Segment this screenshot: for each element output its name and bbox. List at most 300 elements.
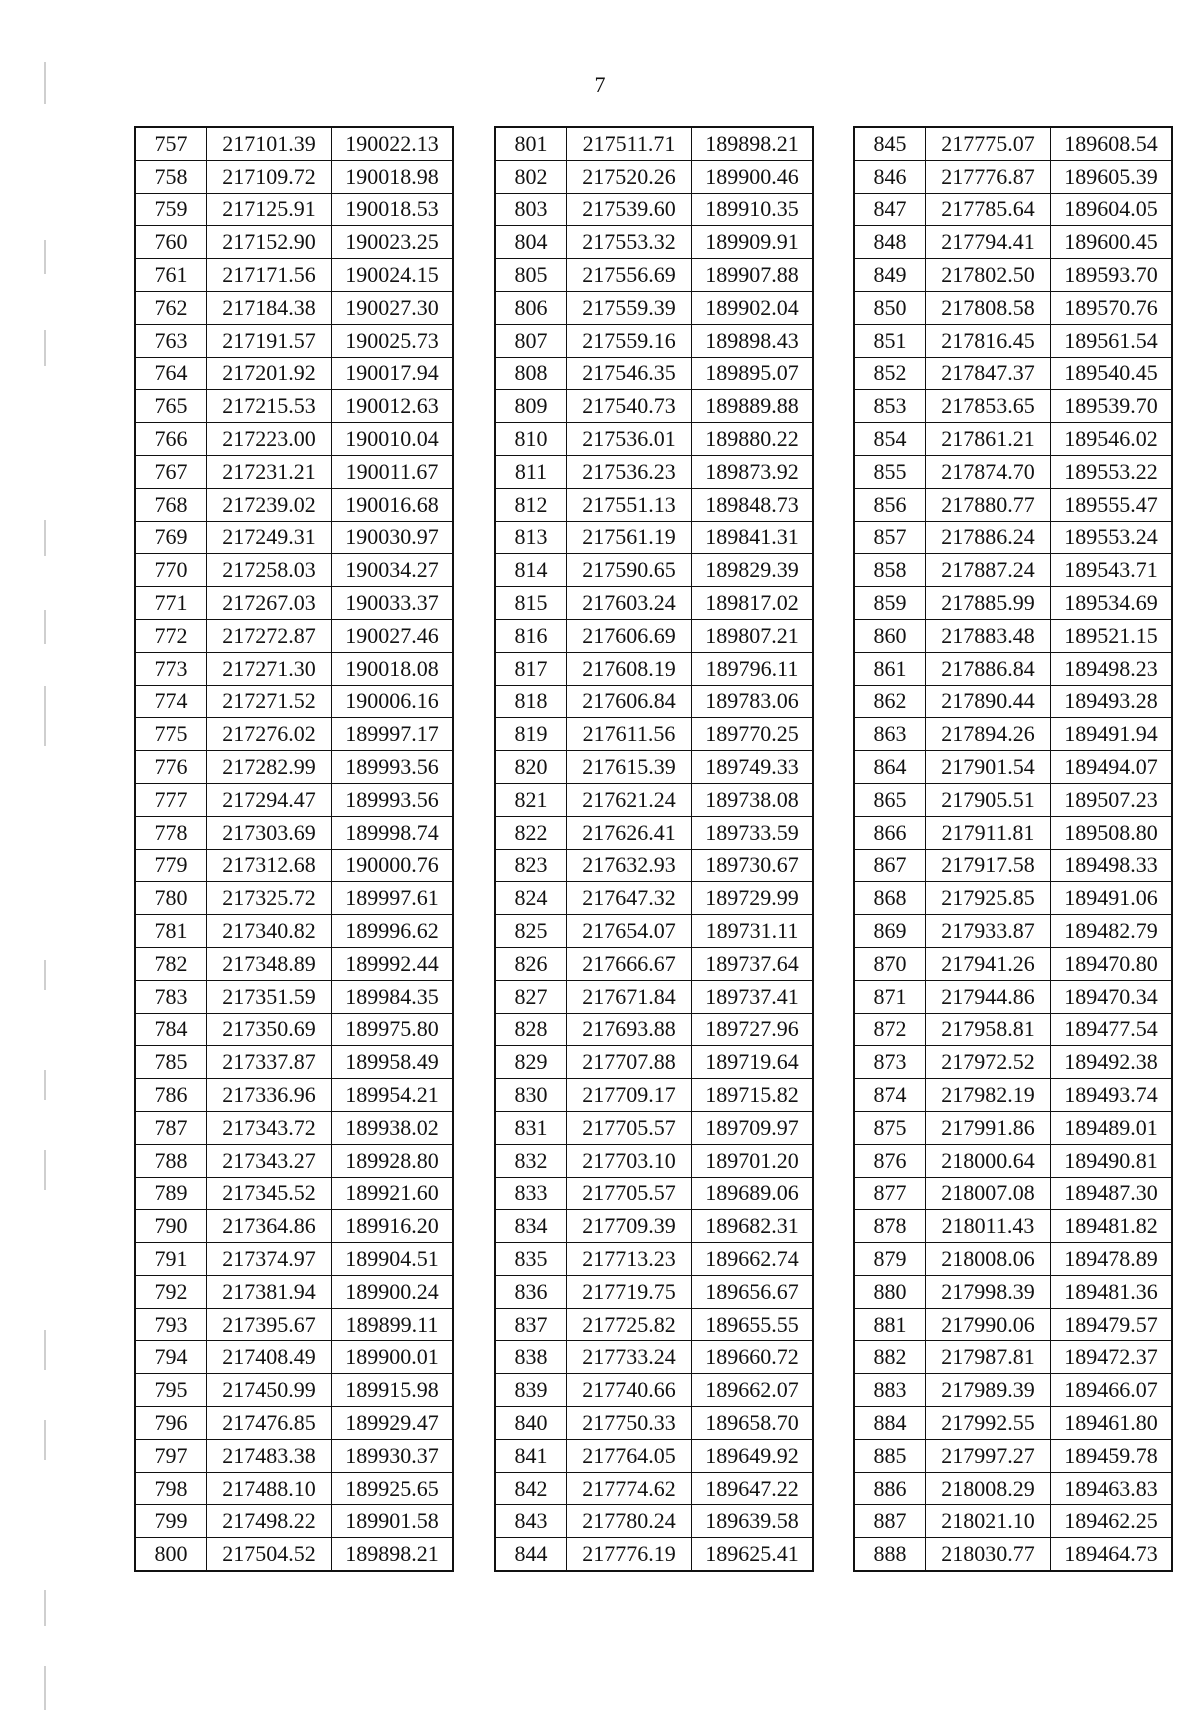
y-coordinate-cell: 189900.46: [692, 160, 814, 193]
x-coordinate-cell: 217709.17: [567, 1079, 692, 1112]
y-coordinate-cell: 189898.43: [692, 324, 814, 357]
point-number-cell: 801: [495, 127, 567, 160]
x-coordinate-cell: 217540.73: [567, 390, 692, 423]
x-coordinate-cell: 217395.67: [207, 1308, 332, 1341]
point-number-cell: 786: [135, 1079, 207, 1112]
table-row: [854, 1144, 1172, 1177]
scan-artifact-line: [44, 1330, 46, 1370]
point-number-cell: 834: [495, 1210, 567, 1243]
y-coordinate-cell: 189715.82: [692, 1079, 814, 1112]
scan-artifact-line: [44, 1420, 46, 1460]
table-row: [135, 783, 453, 816]
table-row: [495, 783, 813, 816]
table-row: [495, 1079, 813, 1112]
table-row: [495, 1111, 813, 1144]
table-row: [135, 1308, 453, 1341]
point-number-cell: 864: [854, 751, 926, 784]
y-coordinate-cell: 189901.58: [332, 1505, 454, 1538]
table-row: [135, 882, 453, 915]
y-coordinate-cell: 189848.73: [692, 488, 814, 521]
table-row: [495, 652, 813, 685]
point-number-cell: 770: [135, 554, 207, 587]
point-number-cell: 852: [854, 357, 926, 390]
point-number-cell: 878: [854, 1210, 926, 1243]
table-row: [135, 324, 453, 357]
x-coordinate-cell: 217647.32: [567, 882, 692, 915]
point-number-cell: 860: [854, 619, 926, 652]
scan-artifact-line: [44, 520, 46, 556]
x-coordinate-cell: 217917.58: [926, 849, 1051, 882]
y-coordinate-cell: 189889.88: [692, 390, 814, 423]
x-coordinate-cell: 217348.89: [207, 947, 332, 980]
x-coordinate-cell: 217880.77: [926, 488, 1051, 521]
x-coordinate-cell: 217267.03: [207, 587, 332, 620]
x-coordinate-cell: 217498.22: [207, 1505, 332, 1538]
point-number-cell: 784: [135, 1013, 207, 1046]
table-row: [495, 160, 813, 193]
point-number-cell: 865: [854, 783, 926, 816]
point-number-cell: 888: [854, 1538, 926, 1571]
point-number-cell: 854: [854, 423, 926, 456]
y-coordinate-cell: 189494.07: [1051, 751, 1173, 784]
x-coordinate-cell: 218000.64: [926, 1144, 1051, 1177]
y-coordinate-cell: 189929.47: [332, 1407, 454, 1440]
coordinate-table: [494, 126, 814, 1572]
point-number-cell: 773: [135, 652, 207, 685]
point-number-cell: 856: [854, 488, 926, 521]
point-number-cell: 884: [854, 1407, 926, 1440]
table-row: [495, 718, 813, 751]
table-row: [135, 357, 453, 390]
x-coordinate-cell: 217539.60: [567, 193, 692, 226]
y-coordinate-cell: 190022.13: [332, 127, 454, 160]
y-coordinate-cell: 190024.15: [332, 259, 454, 292]
x-coordinate-cell: 217991.86: [926, 1111, 1051, 1144]
x-coordinate-cell: 217709.39: [567, 1210, 692, 1243]
y-coordinate-cell: 189464.73: [1051, 1538, 1173, 1571]
table-row: [135, 718, 453, 751]
y-coordinate-cell: 189829.39: [692, 554, 814, 587]
x-coordinate-cell: 217271.52: [207, 685, 332, 718]
x-coordinate-cell: 217101.39: [207, 127, 332, 160]
point-number-cell: 761: [135, 259, 207, 292]
point-number-cell: 791: [135, 1243, 207, 1276]
point-number-cell: 775: [135, 718, 207, 751]
x-coordinate-cell: 217476.85: [207, 1407, 332, 1440]
y-coordinate-cell: 189553.24: [1051, 521, 1173, 554]
y-coordinate-cell: 189647.22: [692, 1472, 814, 1505]
y-coordinate-cell: 190027.30: [332, 291, 454, 324]
table-row: [495, 291, 813, 324]
x-coordinate-cell: 217890.44: [926, 685, 1051, 718]
point-number-cell: 840: [495, 1407, 567, 1440]
x-coordinate-cell: 217559.16: [567, 324, 692, 357]
y-coordinate-cell: 189492.38: [1051, 1046, 1173, 1079]
coordinate-table: [134, 126, 454, 1572]
point-number-cell: 765: [135, 390, 207, 423]
point-number-cell: 817: [495, 652, 567, 685]
point-number-cell: 795: [135, 1374, 207, 1407]
y-coordinate-cell: 189490.81: [1051, 1144, 1173, 1177]
point-number-cell: 762: [135, 291, 207, 324]
y-coordinate-cell: 189709.97: [692, 1111, 814, 1144]
table-row: [135, 1111, 453, 1144]
point-number-cell: 876: [854, 1144, 926, 1177]
x-coordinate-cell: 217802.50: [926, 259, 1051, 292]
y-coordinate-cell: 189625.41: [692, 1538, 814, 1571]
point-number-cell: 881: [854, 1308, 926, 1341]
table-row: [854, 718, 1172, 751]
point-number-cell: 792: [135, 1275, 207, 1308]
y-coordinate-cell: 189900.24: [332, 1275, 454, 1308]
point-number-cell: 807: [495, 324, 567, 357]
table-row: [495, 947, 813, 980]
y-coordinate-cell: 189737.64: [692, 947, 814, 980]
point-number-cell: 778: [135, 816, 207, 849]
point-number-cell: 887: [854, 1505, 926, 1538]
x-coordinate-cell: 217998.39: [926, 1275, 1051, 1308]
table-row: [135, 1243, 453, 1276]
point-number-cell: 825: [495, 915, 567, 948]
point-number-cell: 875: [854, 1111, 926, 1144]
x-coordinate-cell: 217546.35: [567, 357, 692, 390]
x-coordinate-cell: 217764.05: [567, 1439, 692, 1472]
table-row: [495, 324, 813, 357]
point-number-cell: 790: [135, 1210, 207, 1243]
point-number-cell: 806: [495, 291, 567, 324]
table-row: [135, 849, 453, 882]
x-coordinate-cell: 217239.02: [207, 488, 332, 521]
y-coordinate-cell: 189662.74: [692, 1243, 814, 1276]
x-coordinate-cell: 217775.07: [926, 127, 1051, 160]
point-number-cell: 872: [854, 1013, 926, 1046]
x-coordinate-cell: 218011.43: [926, 1210, 1051, 1243]
x-coordinate-cell: 217887.24: [926, 554, 1051, 587]
x-coordinate-cell: 217666.67: [567, 947, 692, 980]
point-number-cell: 886: [854, 1472, 926, 1505]
y-coordinate-cell: 189561.54: [1051, 324, 1173, 357]
point-number-cell: 822: [495, 816, 567, 849]
point-number-cell: 851: [854, 324, 926, 357]
table-row: [854, 587, 1172, 620]
y-coordinate-cell: 189873.92: [692, 455, 814, 488]
x-coordinate-cell: 217488.10: [207, 1472, 332, 1505]
x-coordinate-cell: 217258.03: [207, 554, 332, 587]
table-row: [854, 882, 1172, 915]
table-row: [854, 160, 1172, 193]
y-coordinate-cell: 190017.94: [332, 357, 454, 390]
x-coordinate-cell: 217374.97: [207, 1243, 332, 1276]
point-number-cell: 879: [854, 1243, 926, 1276]
y-coordinate-cell: 189639.58: [692, 1505, 814, 1538]
y-coordinate-cell: 189553.22: [1051, 455, 1173, 488]
point-number-cell: 813: [495, 521, 567, 554]
y-coordinate-cell: 189737.41: [692, 980, 814, 1013]
x-coordinate-cell: 217776.19: [567, 1538, 692, 1571]
x-coordinate-cell: 217853.65: [926, 390, 1051, 423]
table-row: [495, 357, 813, 390]
x-coordinate-cell: 217590.65: [567, 554, 692, 587]
point-number-cell: 836: [495, 1275, 567, 1308]
y-coordinate-cell: 189984.35: [332, 980, 454, 1013]
point-number-cell: 766: [135, 423, 207, 456]
point-number-cell: 861: [854, 652, 926, 685]
point-number-cell: 867: [854, 849, 926, 882]
x-coordinate-cell: 217905.51: [926, 783, 1051, 816]
y-coordinate-cell: 189910.35: [692, 193, 814, 226]
point-number-cell: 810: [495, 423, 567, 456]
point-number-cell: 873: [854, 1046, 926, 1079]
point-number-cell: 769: [135, 521, 207, 554]
y-coordinate-cell: 190023.25: [332, 226, 454, 259]
point-number-cell: 838: [495, 1341, 567, 1374]
x-coordinate-cell: 218007.08: [926, 1177, 1051, 1210]
y-coordinate-cell: 189731.11: [692, 915, 814, 948]
y-coordinate-cell: 189555.47: [1051, 488, 1173, 521]
y-coordinate-cell: 189733.59: [692, 816, 814, 849]
point-number-cell: 831: [495, 1111, 567, 1144]
x-coordinate-cell: 217337.87: [207, 1046, 332, 1079]
y-coordinate-cell: 189689.06: [692, 1177, 814, 1210]
x-coordinate-cell: 217536.01: [567, 423, 692, 456]
point-number-cell: 800: [135, 1538, 207, 1571]
y-coordinate-cell: 189928.80: [332, 1144, 454, 1177]
table-row: [495, 1439, 813, 1472]
table-row: [854, 554, 1172, 587]
table-row: [495, 1374, 813, 1407]
point-number-cell: 880: [854, 1275, 926, 1308]
x-coordinate-cell: 217381.94: [207, 1275, 332, 1308]
x-coordinate-cell: 217776.87: [926, 160, 1051, 193]
table-row: [135, 685, 453, 718]
point-number-cell: 842: [495, 1472, 567, 1505]
scan-artifact-line: [44, 960, 46, 990]
x-coordinate-cell: 217654.07: [567, 915, 692, 948]
point-number-cell: 883: [854, 1374, 926, 1407]
point-number-cell: 868: [854, 882, 926, 915]
table-row: [495, 521, 813, 554]
x-coordinate-cell: 217874.70: [926, 455, 1051, 488]
scan-artifact-line: [44, 610, 46, 644]
x-coordinate-cell: 217551.13: [567, 488, 692, 521]
table-row: [135, 455, 453, 488]
x-coordinate-cell: 217626.41: [567, 816, 692, 849]
point-number-cell: 772: [135, 619, 207, 652]
table-row: [135, 423, 453, 456]
table-row: [854, 980, 1172, 1013]
x-coordinate-cell: 217808.58: [926, 291, 1051, 324]
table-row: [495, 1341, 813, 1374]
x-coordinate-cell: 217785.64: [926, 193, 1051, 226]
table-row: [854, 1505, 1172, 1538]
point-number-cell: 874: [854, 1079, 926, 1112]
y-coordinate-cell: 189487.30: [1051, 1177, 1173, 1210]
y-coordinate-cell: 189470.80: [1051, 947, 1173, 980]
x-coordinate-cell: 217725.82: [567, 1308, 692, 1341]
table-row: [135, 751, 453, 784]
x-coordinate-cell: 217215.53: [207, 390, 332, 423]
x-coordinate-cell: 217520.26: [567, 160, 692, 193]
point-number-cell: 759: [135, 193, 207, 226]
y-coordinate-cell: 189938.02: [332, 1111, 454, 1144]
y-coordinate-cell: 189662.07: [692, 1374, 814, 1407]
y-coordinate-cell: 189658.70: [692, 1407, 814, 1440]
table-row: [135, 915, 453, 948]
y-coordinate-cell: 189701.20: [692, 1144, 814, 1177]
y-coordinate-cell: 189770.25: [692, 718, 814, 751]
x-coordinate-cell: 217707.88: [567, 1046, 692, 1079]
table-row: [495, 1243, 813, 1276]
table-row: [495, 423, 813, 456]
x-coordinate-cell: 217606.69: [567, 619, 692, 652]
point-number-cell: 846: [854, 160, 926, 193]
point-number-cell: 818: [495, 685, 567, 718]
x-coordinate-cell: 217343.72: [207, 1111, 332, 1144]
table-row: [135, 1079, 453, 1112]
point-number-cell: 802: [495, 160, 567, 193]
table-row: [135, 1341, 453, 1374]
table-row: [854, 1243, 1172, 1276]
x-coordinate-cell: 217886.84: [926, 652, 1051, 685]
table-row: [495, 127, 813, 160]
y-coordinate-cell: 189543.71: [1051, 554, 1173, 587]
point-number-cell: 758: [135, 160, 207, 193]
y-coordinate-cell: 190018.53: [332, 193, 454, 226]
scan-artifact-line: [44, 686, 46, 746]
point-number-cell: 821: [495, 783, 567, 816]
y-coordinate-cell: 189930.37: [332, 1439, 454, 1472]
x-coordinate-cell: 217271.30: [207, 652, 332, 685]
x-coordinate-cell: 217621.24: [567, 783, 692, 816]
y-coordinate-cell: 189997.61: [332, 882, 454, 915]
y-coordinate-cell: 189975.80: [332, 1013, 454, 1046]
x-coordinate-cell: 217719.75: [567, 1275, 692, 1308]
y-coordinate-cell: 190018.98: [332, 160, 454, 193]
y-coordinate-cell: 189608.54: [1051, 127, 1173, 160]
table-row: [854, 849, 1172, 882]
y-coordinate-cell: 189489.01: [1051, 1111, 1173, 1144]
x-coordinate-cell: 217933.87: [926, 915, 1051, 948]
y-coordinate-cell: 189459.78: [1051, 1439, 1173, 1472]
table-row: [854, 1374, 1172, 1407]
table-row: [854, 521, 1172, 554]
x-coordinate-cell: 217816.45: [926, 324, 1051, 357]
x-coordinate-cell: 217343.27: [207, 1144, 332, 1177]
table-row: [495, 816, 813, 849]
y-coordinate-cell: 190033.37: [332, 587, 454, 620]
table-row: [495, 1407, 813, 1440]
point-number-cell: 788: [135, 1144, 207, 1177]
x-coordinate-cell: 217705.57: [567, 1177, 692, 1210]
table-row: [135, 554, 453, 587]
x-coordinate-cell: 218021.10: [926, 1505, 1051, 1538]
x-coordinate-cell: 217774.62: [567, 1472, 692, 1505]
point-number-cell: 771: [135, 587, 207, 620]
x-coordinate-cell: 217201.92: [207, 357, 332, 390]
table-row: [854, 226, 1172, 259]
table-row: [495, 1046, 813, 1079]
y-coordinate-cell: 189493.74: [1051, 1079, 1173, 1112]
point-number-cell: 767: [135, 455, 207, 488]
table-row: [135, 390, 453, 423]
page-number: 7: [594, 72, 606, 97]
y-coordinate-cell: 189682.31: [692, 1210, 814, 1243]
table-row: [135, 1013, 453, 1046]
table-row: [135, 127, 453, 160]
table-row: [135, 1505, 453, 1538]
x-coordinate-cell: 217553.32: [567, 226, 692, 259]
point-number-cell: 858: [854, 554, 926, 587]
y-coordinate-cell: 189921.60: [332, 1177, 454, 1210]
y-coordinate-cell: 189909.91: [692, 226, 814, 259]
table-row: [854, 1111, 1172, 1144]
table-row: [135, 1407, 453, 1440]
table-row: [495, 1538, 813, 1571]
y-coordinate-cell: 189719.64: [692, 1046, 814, 1079]
x-coordinate-cell: 217847.37: [926, 357, 1051, 390]
table-row: [135, 652, 453, 685]
table-row: [495, 1275, 813, 1308]
table-row: [854, 619, 1172, 652]
x-coordinate-cell: 217223.00: [207, 423, 332, 456]
x-coordinate-cell: 217184.38: [207, 291, 332, 324]
table-row: [495, 1144, 813, 1177]
x-coordinate-cell: 217861.21: [926, 423, 1051, 456]
x-coordinate-cell: 217713.23: [567, 1243, 692, 1276]
table-row: [495, 488, 813, 521]
y-coordinate-cell: 189898.21: [332, 1538, 454, 1571]
table-row: [854, 291, 1172, 324]
x-coordinate-cell: 217911.81: [926, 816, 1051, 849]
x-coordinate-cell: 217350.69: [207, 1013, 332, 1046]
table-row: [495, 226, 813, 259]
point-number-cell: 837: [495, 1308, 567, 1341]
table-row: [854, 915, 1172, 948]
table-row: [495, 554, 813, 587]
x-coordinate-cell: 217561.19: [567, 521, 692, 554]
table-row: [495, 1210, 813, 1243]
x-coordinate-cell: 217989.39: [926, 1374, 1051, 1407]
x-coordinate-cell: 217231.21: [207, 455, 332, 488]
x-coordinate-cell: 217152.90: [207, 226, 332, 259]
point-number-cell: 764: [135, 357, 207, 390]
table-row: [854, 324, 1172, 357]
table-row: [495, 1013, 813, 1046]
y-coordinate-cell: 189605.39: [1051, 160, 1173, 193]
x-coordinate-cell: 217276.02: [207, 718, 332, 751]
table-row: [135, 488, 453, 521]
y-coordinate-cell: 189729.99: [692, 882, 814, 915]
x-coordinate-cell: 217992.55: [926, 1407, 1051, 1440]
point-number-cell: 847: [854, 193, 926, 226]
y-coordinate-cell: 189481.82: [1051, 1210, 1173, 1243]
y-coordinate-cell: 189498.23: [1051, 652, 1173, 685]
scan-artifact-line: [44, 1590, 46, 1626]
table-row: [854, 1013, 1172, 1046]
y-coordinate-cell: 189461.80: [1051, 1407, 1173, 1440]
x-coordinate-cell: 217615.39: [567, 751, 692, 784]
y-coordinate-cell: 189916.20: [332, 1210, 454, 1243]
table-row: [135, 1177, 453, 1210]
y-coordinate-cell: 189904.51: [332, 1243, 454, 1276]
y-coordinate-cell: 189656.67: [692, 1275, 814, 1308]
table-row: [135, 1374, 453, 1407]
point-number-cell: 885: [854, 1439, 926, 1472]
point-number-cell: 789: [135, 1177, 207, 1210]
coordinate-table-block-2: [494, 126, 814, 1572]
x-coordinate-cell: 217780.24: [567, 1505, 692, 1538]
table-row: [854, 1210, 1172, 1243]
